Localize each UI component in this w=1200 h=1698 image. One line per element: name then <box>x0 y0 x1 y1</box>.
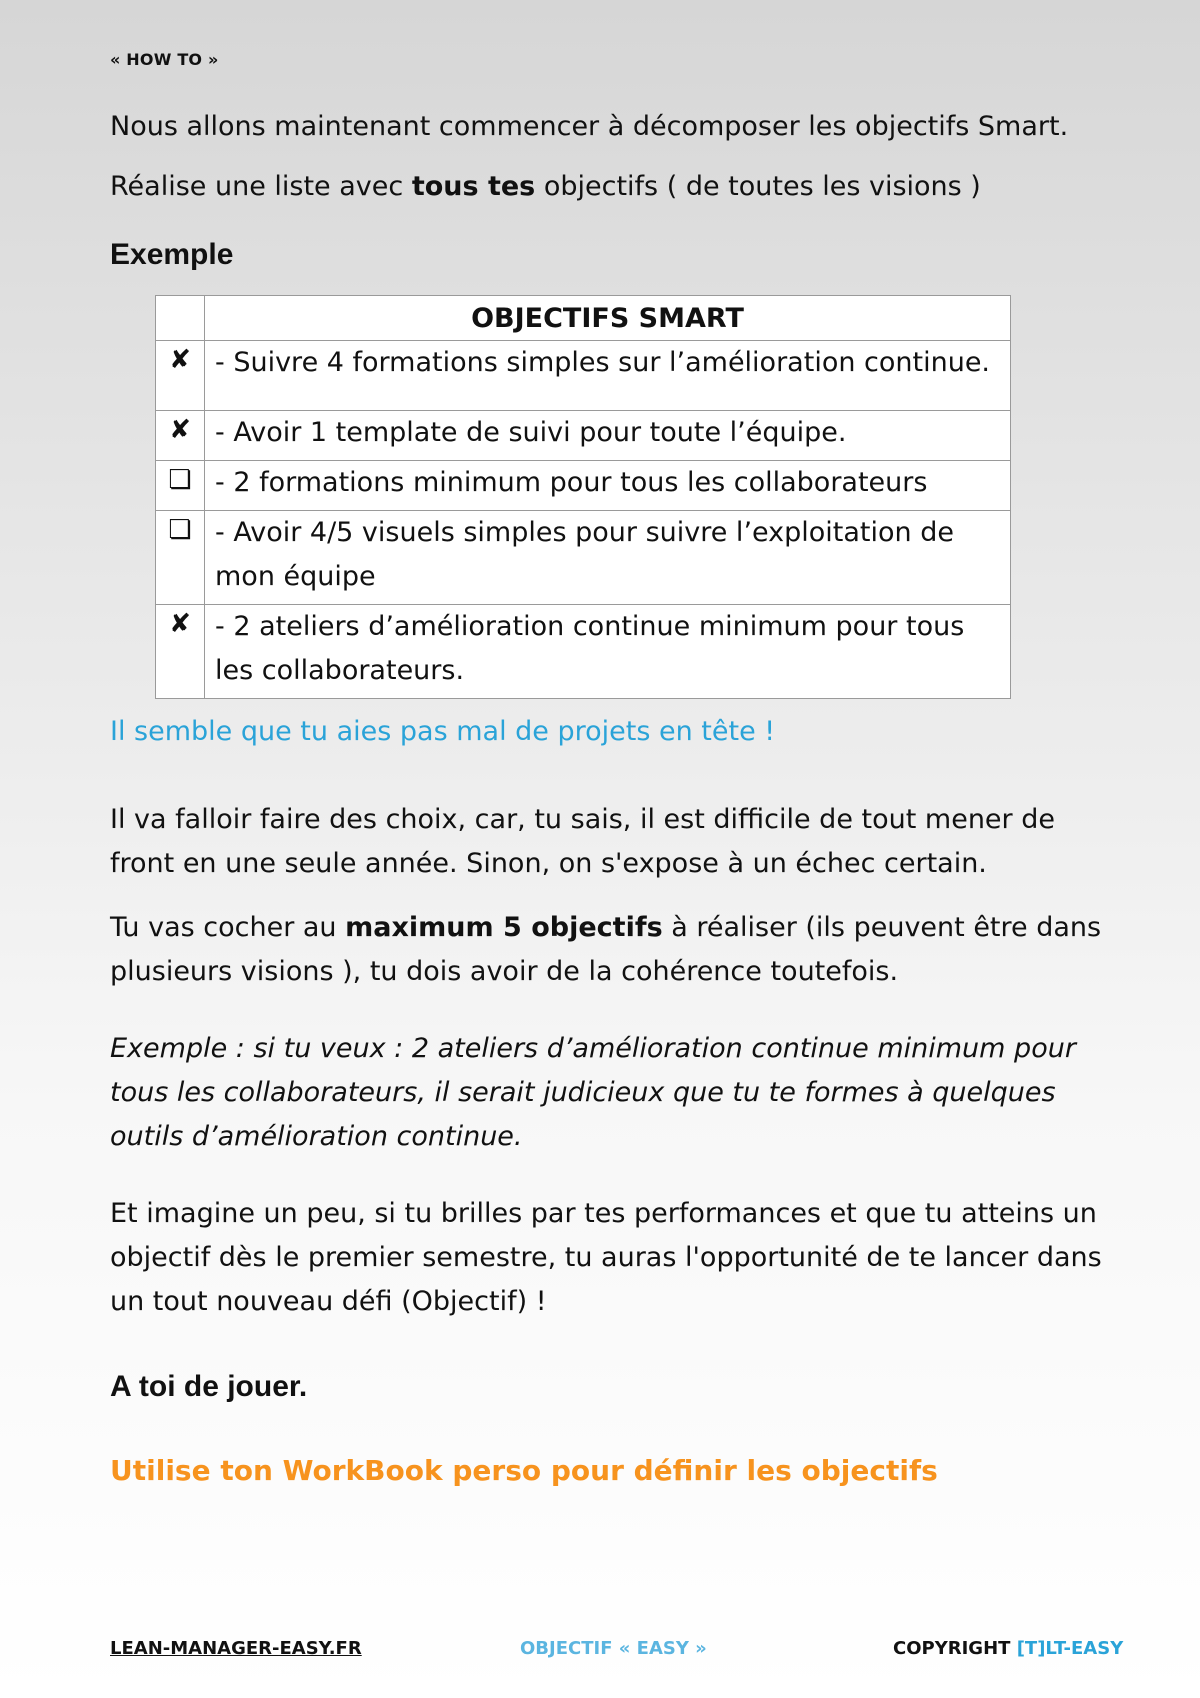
check-mark-icon[interactable]: ✘ <box>156 411 205 461</box>
table-header-empty <box>156 296 205 341</box>
objective-text: - Avoir 1 template de suivi pour toute l’équipe. <box>205 411 1011 461</box>
paragraph-choices: Il va falloir faire des choix, car, tu sais, il est difficile de tout mener de front en une seule année. Sinon, on s'expose à un échec certain. <box>110 804 1055 879</box>
italic-example: Exemple : si tu veux : 2 ateliers d’amélioration continue minimum pour tous les collaborateurs, il serait judicieux que tu te formes à quelques outils d’amélioration continue. <box>110 1033 1076 1152</box>
intro-line-2-bold: tous tes <box>411 171 536 202</box>
footer-title: OBJECTIF « EASY » <box>520 1638 707 1659</box>
objective-text: - 2 ateliers d’amélioration continue minimum pour tous les collaborateurs. <box>205 605 1011 699</box>
table-header-row <box>156 296 1011 341</box>
cta-heading: A toi de jouer. <box>110 1370 308 1403</box>
intro-line-2-text: Réalise une liste avec <box>110 171 412 202</box>
page-header: « HOW TO » <box>110 50 219 69</box>
table-row <box>156 341 1011 411</box>
paragraph-text-end: à réaliser (ils peuvent être dans plusieurs visions ), tu dois avoir de la cohérence toutefois. <box>110 912 1102 987</box>
paragraph-performance: Et imagine un peu, si tu brilles par tes performances et que tu atteins un objectif dès le premier semestre, tu auras l'opportunité de te lancer dans un tout nouveau défi (Objectif) ! <box>110 1198 1102 1317</box>
checkbox-icon[interactable]: ❏ <box>156 461 205 511</box>
example-heading: Exemple <box>110 238 234 271</box>
paragraph-bold: maximum 5 objectifs <box>345 912 663 943</box>
table-row <box>156 461 1011 511</box>
footer-site-link[interactable]: LEAN-MANAGER-EASY.FR <box>110 1638 362 1659</box>
copyright-text: COPYRIGHT <box>893 1638 1017 1659</box>
objective-text: - 2 formations minimum pour tous les collaborateurs <box>205 461 1011 511</box>
check-mark-icon[interactable]: ✘ <box>156 341 205 411</box>
intro-line-2-end: objectifs ( de toutes les visions ) <box>535 171 981 202</box>
footer-copyright <box>893 1638 1123 1659</box>
table-row <box>156 605 1011 699</box>
table-row <box>156 411 1011 461</box>
smart-objectives-table <box>155 295 1011 699</box>
table-row <box>156 511 1011 605</box>
workbook-callout: Utilise ton WorkBook perso pour définir les objectifs <box>110 1454 938 1487</box>
blue-remark: Il semble que tu aies pas mal de projets en tête ! <box>110 716 776 747</box>
copyright-brand: [T]LT-EASY <box>1016 1638 1124 1659</box>
paragraph-max-objectives <box>110 906 1110 994</box>
paragraph-text: Tu vas cocher au <box>110 912 346 943</box>
objective-text: - Suivre 4 formations simples sur l’amélioration continue. <box>205 341 1011 411</box>
intro-line-2 <box>110 165 1110 209</box>
checkbox-icon[interactable]: ❏ <box>156 511 205 605</box>
objective-text: - Avoir 4/5 visuels simples pour suivre l’exploitation de mon équipe <box>205 511 1011 605</box>
check-mark-icon[interactable]: ✘ <box>156 605 205 699</box>
table-header: OBJECTIFS SMART <box>205 296 1011 341</box>
intro-line-1: Nous allons maintenant commencer à décomposer les objectifs Smart. <box>110 111 1069 142</box>
